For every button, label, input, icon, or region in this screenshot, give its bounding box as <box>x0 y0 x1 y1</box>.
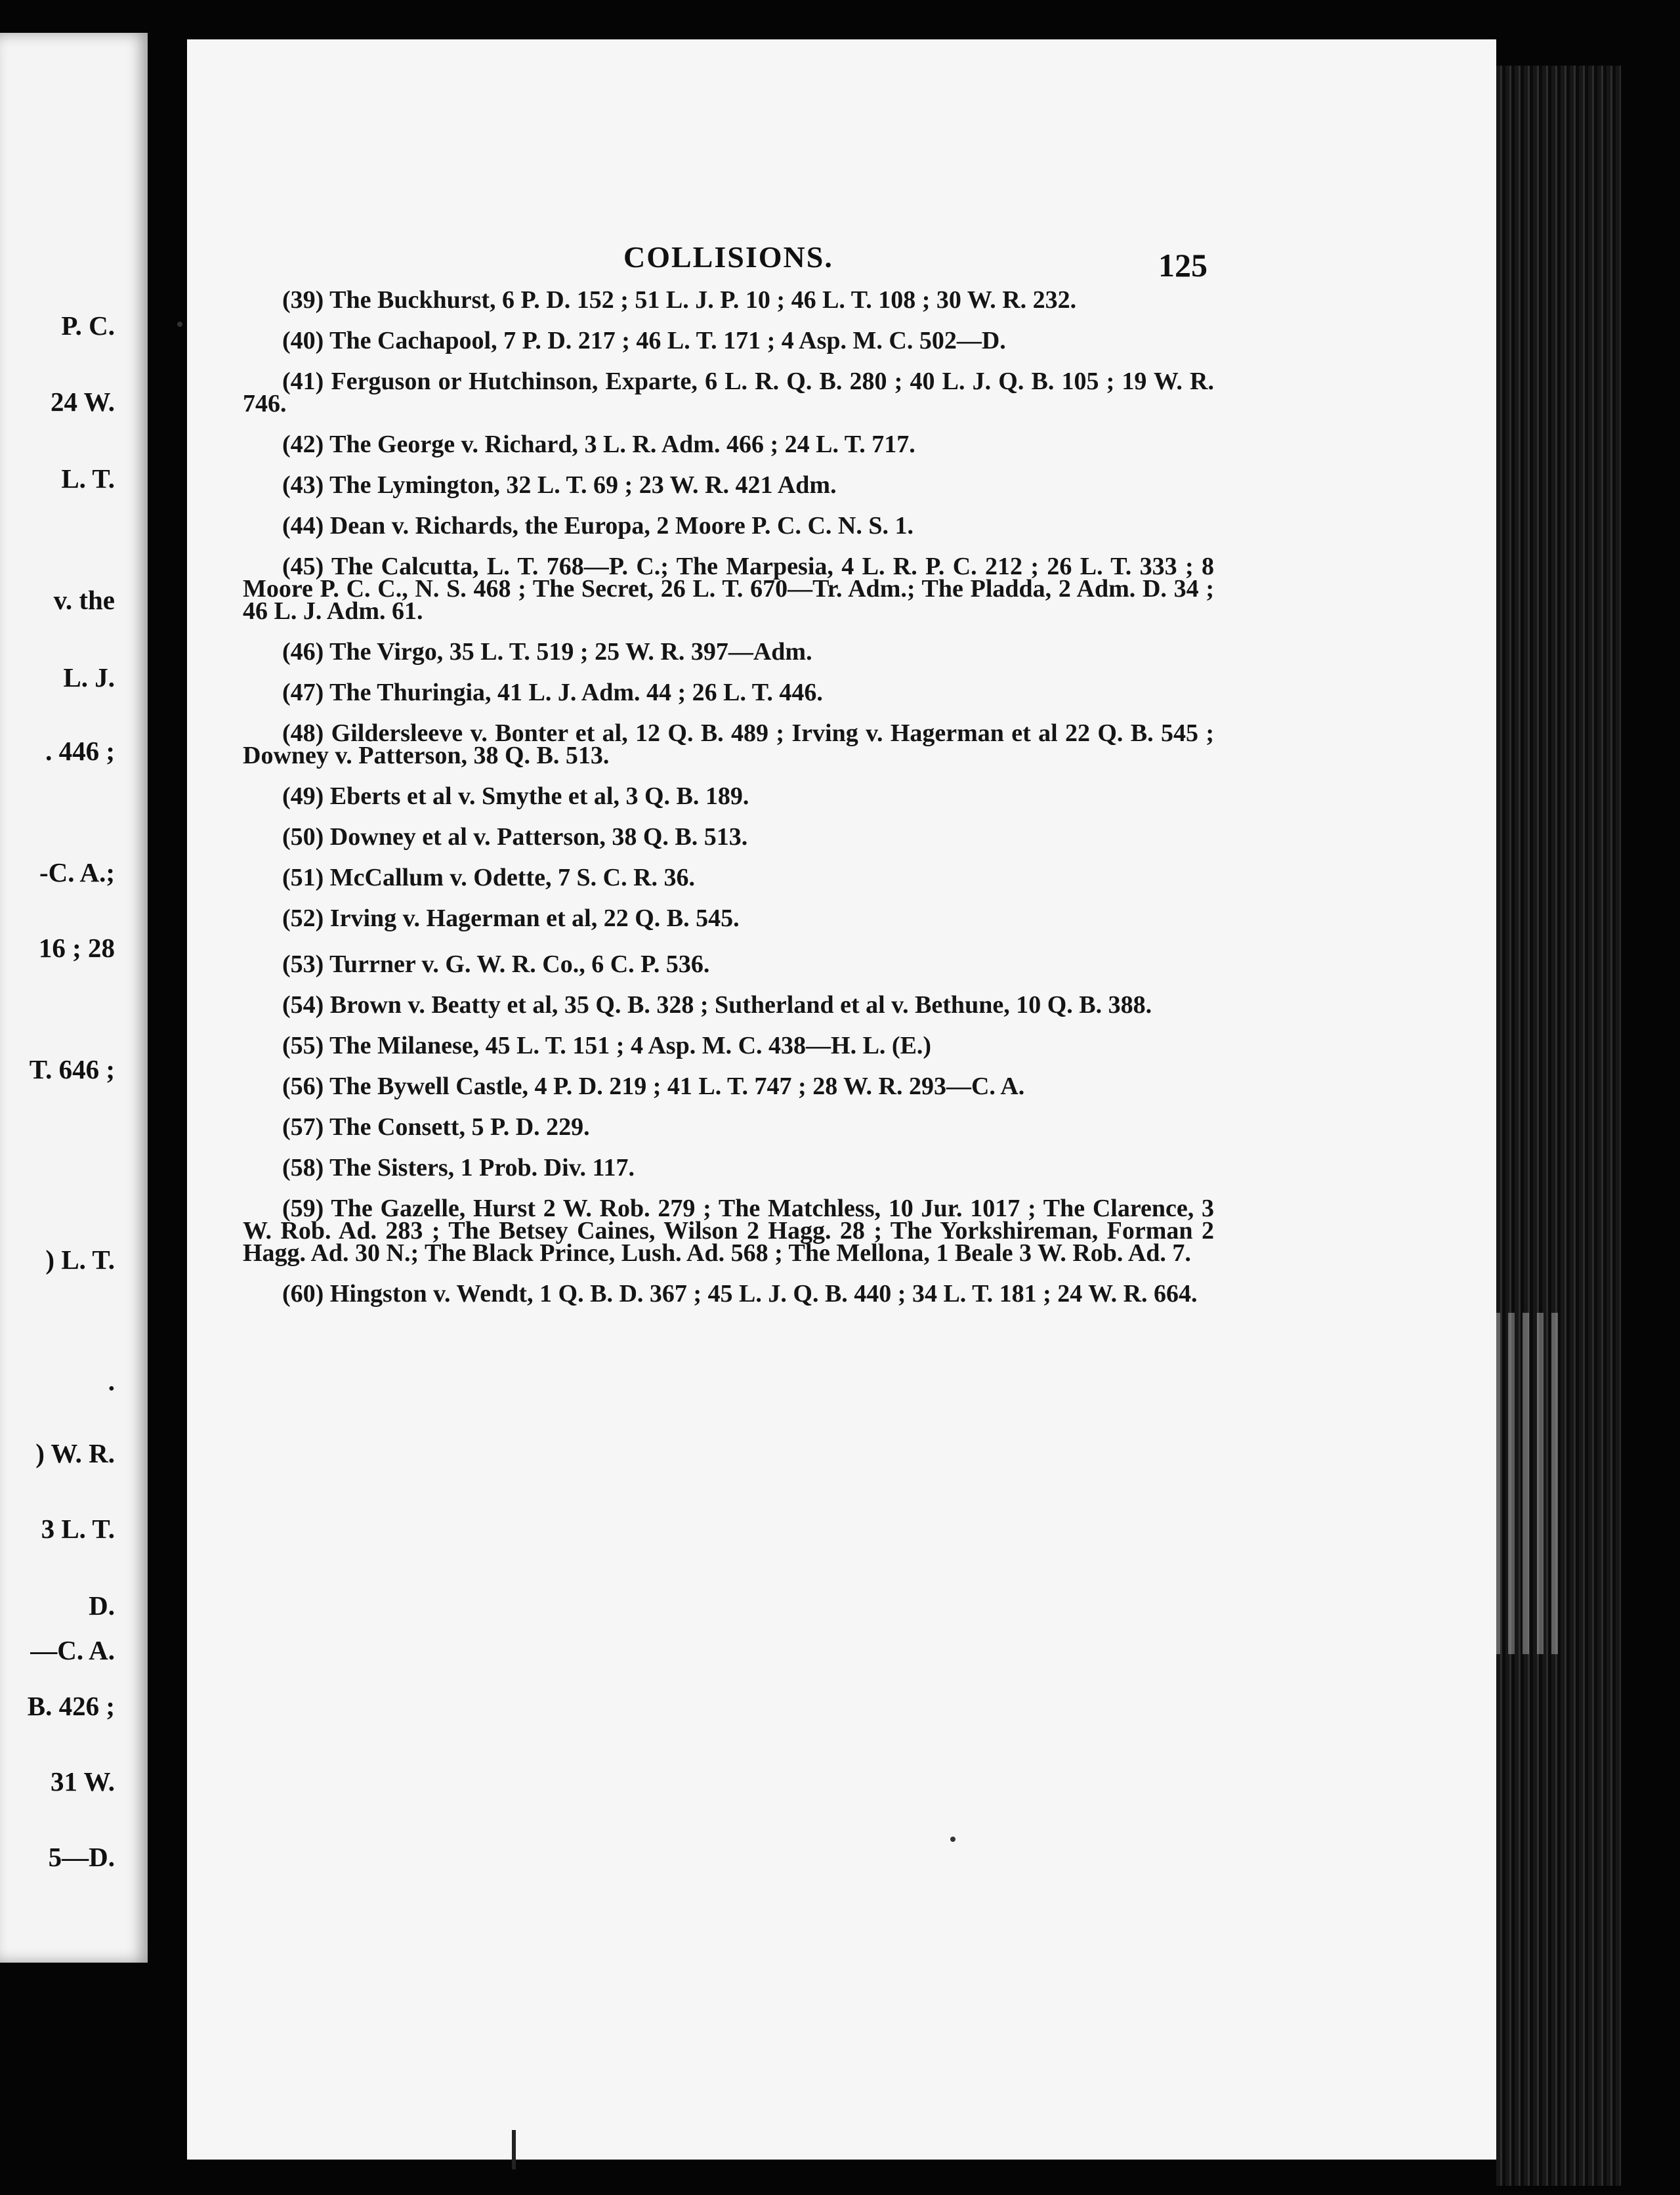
citation-entry: (41) Ferguson or Hutchinson, Exparte, 6 L. R. Q. B. 280 ; 40 L. J. Q. B. 105 ; 19 W. R. 746. <box>243 368 1214 417</box>
page-number: 125 <box>1158 247 1208 284</box>
citation-entry: (39) The Buckhurst, 6 P. D. 152 ; 51 L. J. P. 10 ; 46 L. T. 108 ; 30 W. R. 232. <box>282 286 1077 314</box>
citation-entry: (60) Hingston v. Wendt, 1 Q. B. D. 367 ; 45 L. J. Q. B. 440 ; 34 L. T. 181 ; 24 W. R. 664. <box>282 1280 1198 1308</box>
left-page-fragment: 3 L. T. <box>41 1514 115 1544</box>
citation-entry: (54) Brown v. Beatty et al, 35 Q. B. 328 ; Sutherland et al v. Bethune, 10 Q. B. 388. <box>282 991 1152 1019</box>
left-page-fragment: P. C. <box>61 310 115 341</box>
citation-entry: (53) Turrner v. G. W. R. Co., 6 C. P. 536. <box>282 950 710 978</box>
left-page-fragment: v. the <box>53 585 115 615</box>
left-page-fragment: . 446 ; <box>45 736 115 766</box>
citation-entry: (46) The Virgo, 35 L. T. 519 ; 25 W. R. 397—Adm. <box>282 638 812 666</box>
left-page-fragment: 24 W. <box>51 387 115 417</box>
left-page-fragment: ) W. R. <box>35 1438 115 1468</box>
left-page-fragment: L. J. <box>63 662 115 693</box>
citation-entry: (55) The Milanese, 45 L. T. 151 ; 4 Asp. M. C. 438—H. L. (E.) <box>282 1032 932 1059</box>
left-page-fragment: 5—D. <box>48 1842 115 1872</box>
left-page-fragment: L. T. <box>61 463 115 494</box>
citation-entry: (56) The Bywell Castle, 4 P. D. 219 ; 41 L. T. 747 ; 28 W. R. 293—C. A. <box>282 1073 1025 1100</box>
citation-entry: (45) The Calcutta, L. T. 768—P. C.; The Marpesia, 4 L. R. P. C. 212 ; 26 L. T. 333 ; 8 Moore P. C. C., N. S. 468 ; The Secret, 26 L. T. 670—Tr. Adm.; The Pladda, 2 Adm. D. 34 ; 46 L. J. Adm. 61. <box>243 553 1214 625</box>
citation-entry: (43) The Lymington, 32 L. T. 69 ; 23 W. R. 421 Adm. <box>282 471 837 499</box>
citation-entry: (48) Gildersleeve v. Bonter et al, 12 Q. B. 489 ; Irving v. Hagerman et al 22 Q. B. 545 ; Downey v. Patterson, 38 Q. B. 513. <box>243 719 1214 769</box>
left-page-fragment: T. 646 ; <box>29 1054 115 1084</box>
scan-artifact-mark <box>512 2130 516 2169</box>
left-page-fragment: ) L. T. <box>45 1245 115 1275</box>
left-page-fragment: 16 ; 28 <box>38 933 115 963</box>
citation-list <box>243 286 1214 1323</box>
citation-entry: (40) The Cachapool, 7 P. D. 217 ; 46 L. T. 171 ; 4 Asp. M. C. 502—D. <box>282 327 1006 354</box>
left-facing-page <box>0 33 148 1963</box>
citation-entry: (52) Irving v. Hagerman et al, 22 Q. B. 545. <box>282 905 740 932</box>
citation-entry: (50) Downey et al v. Patterson, 38 Q. B. 513. <box>282 823 748 851</box>
left-page-fragment: —C. A. <box>30 1635 115 1665</box>
left-page-fragment: D. <box>89 1590 115 1621</box>
citation-entry: (44) Dean v. Richards, the Europa, 2 Moore P. C. C. N. S. 1. <box>282 512 914 540</box>
citation-entry: (49) Eberts et al v. Smythe et al, 3 Q. B. 189. <box>282 782 749 810</box>
left-page-fragment: . <box>108 1366 115 1396</box>
citation-entry: (59) The Gazelle, Hurst 2 W. Rob. 279 ; The Matchless, 10 Jur. 1017 ; The Clarence, 3 W. Rob. Ad. 283 ; The Betsey Caines, Wilson 2 Hagg. 28 ; The Yorkshireman, Forman 2 Hagg. Ad. 30 N.; The Black Prince, Lush. Ad. 568 ; The Mellona, 1 Beale 3 W. Rob. Ad. 7. <box>243 1195 1214 1267</box>
citation-entry: (58) The Sisters, 1 Prob. Div. 117. <box>282 1154 635 1182</box>
citation-entry: (51) McCallum v. Odette, 7 S. C. R. 36. <box>282 864 696 891</box>
running-header: COLLISIONS. <box>623 240 833 274</box>
left-page-fragment: B. 426 ; <box>27 1691 115 1721</box>
citation-entry: (47) The Thuringia, 41 L. J. Adm. 44 ; 26 L. T. 446. <box>282 679 823 706</box>
citation-entry: (57) The Consett, 5 P. D. 229. <box>282 1113 590 1141</box>
left-page-fragment: -C. A.; <box>39 857 115 887</box>
citation-entry: (42) The George v. Richard, 3 L. R. Adm. 466 ; 24 L. T. 717. <box>282 431 915 458</box>
ink-speck <box>950 1837 956 1842</box>
left-page-fragment: 31 W. <box>51 1766 115 1797</box>
book-fore-edge <box>1496 66 1621 2186</box>
ink-speck <box>177 322 182 327</box>
